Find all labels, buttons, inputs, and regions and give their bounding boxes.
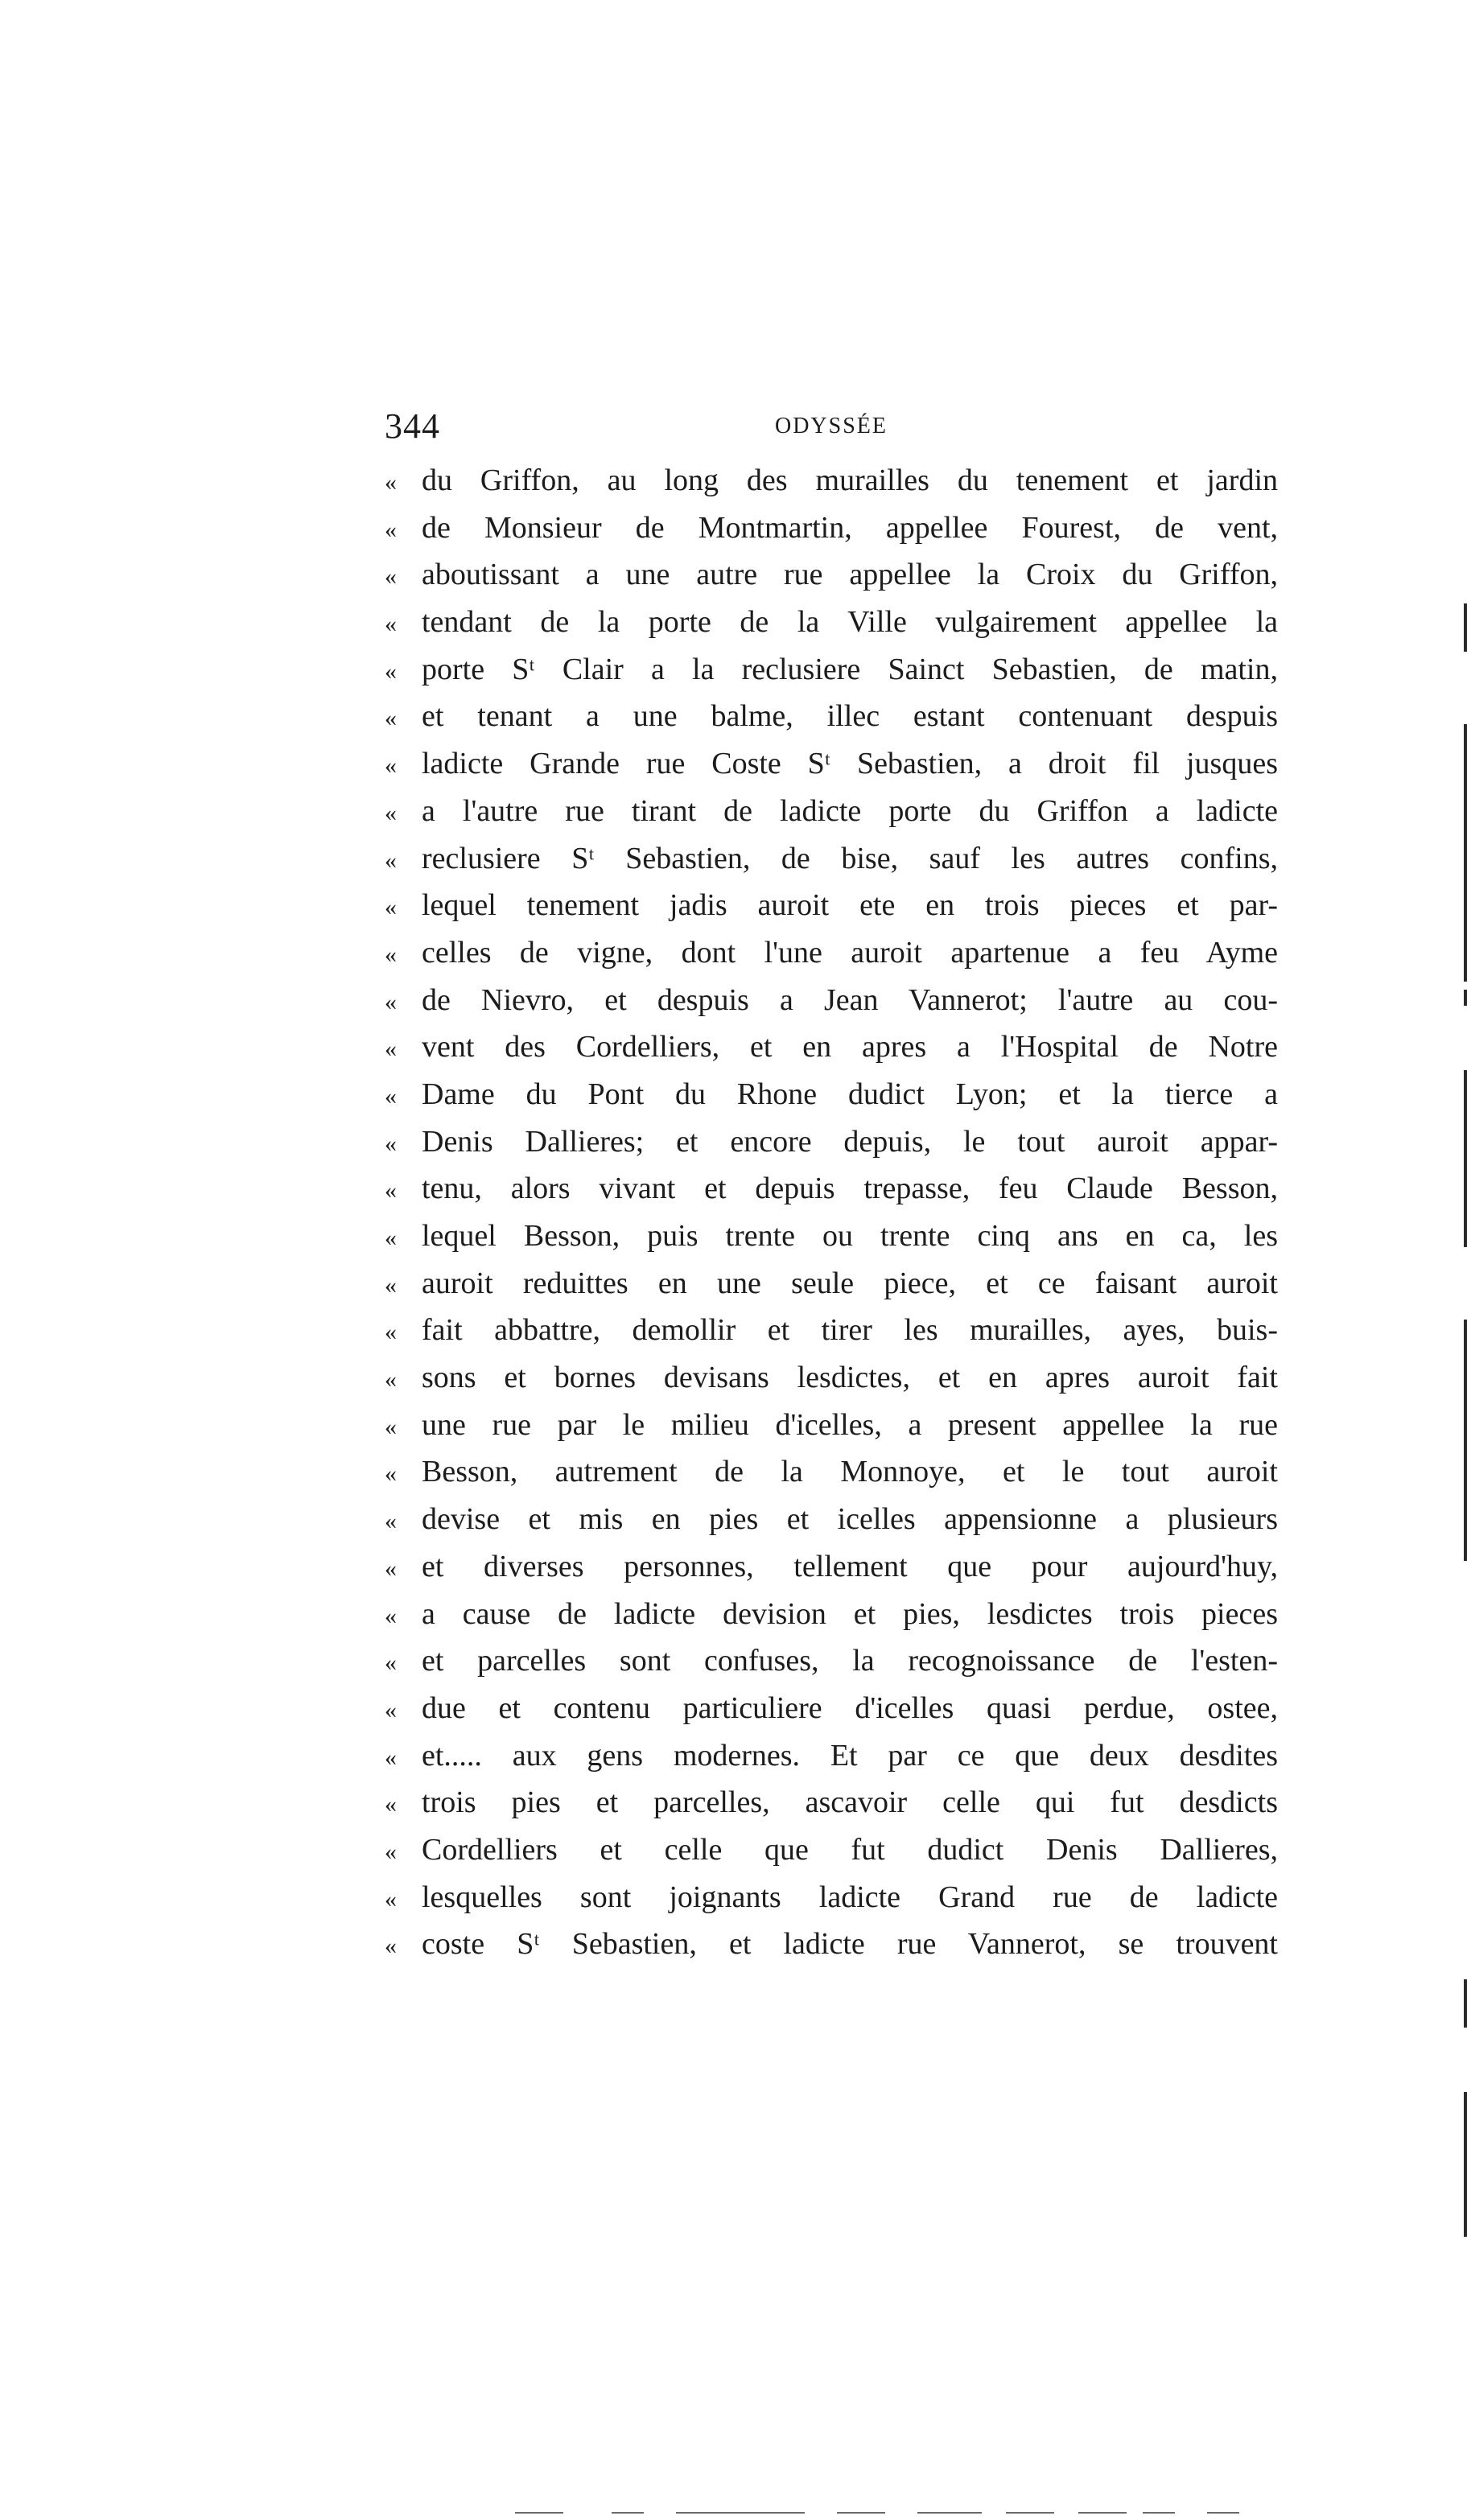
line-text: due et contenu particuliere d'icelles quasi perdue, ostee, xyxy=(422,1690,1278,1725)
text-line xyxy=(385,1071,1278,1118)
quote-mark: « xyxy=(385,1554,397,1582)
quote-mark: « xyxy=(385,846,397,874)
quote-mark: « xyxy=(385,894,397,921)
text-line xyxy=(385,1496,1278,1543)
quote-mark: « xyxy=(385,1649,397,1677)
text-line xyxy=(385,1591,1278,1638)
text-line xyxy=(385,788,1278,835)
quote-mark: « xyxy=(385,611,397,638)
quote-mark: « xyxy=(385,516,397,543)
text-line xyxy=(385,1448,1278,1496)
text-line xyxy=(385,1921,1278,1968)
line-text: lequel Besson, puis trente ou trente cinq ans en ca, les xyxy=(422,1219,1278,1253)
line-text: devise et mis en pies et icelles appensionne a plusieurs xyxy=(422,1502,1278,1537)
quote-mark: « xyxy=(385,563,397,591)
quote-mark: « xyxy=(385,1696,397,1723)
text-line xyxy=(385,1307,1278,1354)
running-head: ODYSSÉE xyxy=(774,414,888,439)
line-text: coste Sᵗ Sebastien, et ladicte rue Vannerot, se trouvent xyxy=(422,1927,1278,1962)
text-line xyxy=(385,977,1278,1024)
text-line xyxy=(385,1402,1278,1449)
quote-mark: « xyxy=(385,799,397,826)
quote-mark: « xyxy=(385,705,397,732)
scan-dash-mark xyxy=(676,2512,805,2514)
scan-dash-mark xyxy=(1006,2512,1054,2514)
text-line xyxy=(385,1685,1278,1732)
line-text: aboutissant a une autre rue appellee la Croix du Griffon, xyxy=(422,558,1278,592)
quote-mark: « xyxy=(385,1413,397,1440)
quote-mark: « xyxy=(385,1130,397,1157)
line-text: sons et bornes devisans lesdictes, et en apres auroit fait xyxy=(422,1361,1278,1395)
line-text: auroit reduittes en une seule piece, et ce faisant auroit xyxy=(422,1266,1278,1300)
line-text: et tenant a une balme, illec estant contenuant despuis xyxy=(422,699,1278,734)
quote-mark: « xyxy=(385,1838,397,1865)
line-text: lequel tenement jadis auroit ete en trois pieces et par- xyxy=(422,888,1278,923)
page-header xyxy=(385,402,1278,451)
text-line xyxy=(385,1118,1278,1166)
text-line xyxy=(385,1874,1278,1921)
text-line xyxy=(385,551,1278,599)
text-line xyxy=(385,693,1278,740)
quote-mark: « xyxy=(385,1885,397,1913)
scan-dash-mark xyxy=(1207,2512,1239,2514)
scan-dash-mark xyxy=(515,2512,563,2514)
quote-mark: « xyxy=(385,1933,397,1960)
text-line xyxy=(385,646,1278,694)
quote-mark: « xyxy=(385,1271,397,1299)
scan-dash-mark xyxy=(1143,2512,1175,2514)
text-line xyxy=(385,504,1278,552)
text-line xyxy=(385,1260,1278,1307)
line-text: vent des Cordelliers, et en apres a l'Hospital de Notre xyxy=(422,1030,1278,1064)
text-line xyxy=(385,740,1278,788)
page-edge-mark xyxy=(1464,603,1467,652)
page-number: 344 xyxy=(385,406,440,446)
quote-mark: « xyxy=(385,1508,397,1535)
body-text xyxy=(385,457,1278,1968)
line-text: de Monsieur de Montmartin, appellee Fourest, de vent, xyxy=(422,510,1278,545)
text-line xyxy=(385,1354,1278,1402)
quote-mark: « xyxy=(385,1460,397,1488)
line-text: tenu, alors vivant et depuis trepasse, feu Claude Besson, xyxy=(422,1171,1278,1206)
text-line xyxy=(385,1165,1278,1213)
quote-mark: « xyxy=(385,657,397,685)
line-text: et parcelles sont confuses, la recognoissance de l'esten- xyxy=(422,1644,1278,1678)
scan-dash-mark xyxy=(917,2512,982,2514)
line-text: a l'autre rue tirant de ladicte porte du Griffon a ladicte xyxy=(422,793,1278,828)
quote-mark: « xyxy=(385,1036,397,1063)
quote-mark: « xyxy=(385,1319,397,1346)
line-text: fait abbattre, demollir et tirer les murailles, ayes, buis- xyxy=(422,1313,1278,1348)
line-text: trois pies et parcelles, ascavoir celle qui fut desdicts xyxy=(422,1785,1278,1820)
scan-dash-mark xyxy=(612,2512,644,2514)
text-line xyxy=(385,599,1278,646)
line-text: tendant de la porte de la Ville vulgairement appellee la xyxy=(422,605,1278,640)
scan-dash-mark xyxy=(1078,2512,1127,2514)
line-text: Besson, autrement de la Monnoye, et le tout auroit xyxy=(422,1455,1278,1489)
line-text: lesquelles sont joignants ladicte Grand rue de ladicte xyxy=(422,1880,1278,1914)
line-text: reclusiere Sᵗ Sebastien, de bise, sauf les autres confins, xyxy=(422,841,1278,875)
line-text: et..... aux gens modernes. Et par ce que deux desdites xyxy=(422,1738,1278,1773)
line-text: Dame du Pont du Rhone dudict Lyon; et la tierce a xyxy=(422,1077,1278,1111)
page-edge-mark xyxy=(1464,724,1467,982)
text-line xyxy=(385,882,1278,929)
line-text: de Nievro, et despuis a Jean Vannerot; l'autre au cou- xyxy=(422,982,1278,1017)
line-text: celles de vigne, dont l'une auroit apartenue a feu Ayme xyxy=(422,935,1278,970)
line-text: ladicte Grande rue Coste Sᵗ Sebastien, a droit fil jusques xyxy=(422,747,1278,781)
quote-mark: « xyxy=(385,1225,397,1251)
line-text: porte Sᵗ Clair a la reclusiere Sainct Sebastien, de matin, xyxy=(422,652,1278,686)
page-edge-mark xyxy=(1464,990,1467,1006)
text-line xyxy=(385,835,1278,883)
line-text: Denis Dallieres; et encore depuis, le tout auroit appar- xyxy=(422,1124,1278,1159)
text-line xyxy=(385,457,1278,504)
quote-mark: « xyxy=(385,988,397,1015)
quote-mark: « xyxy=(385,752,397,780)
text-line xyxy=(385,1732,1278,1780)
page-edge-mark xyxy=(1464,1979,1467,2028)
text-line xyxy=(385,929,1278,977)
text-line xyxy=(385,1023,1278,1071)
page-edge-mark xyxy=(1464,1070,1467,1247)
text-line xyxy=(385,1779,1278,1826)
quote-mark: « xyxy=(385,941,397,968)
quote-mark: « xyxy=(385,1602,397,1629)
quote-mark: « xyxy=(385,1366,397,1394)
text-line xyxy=(385,1213,1278,1260)
line-text: et diverses personnes, tellement que pour aujourd'huy, xyxy=(422,1549,1278,1583)
line-text: a cause de ladicte devision et pies, lesdictes trois pieces xyxy=(422,1596,1278,1631)
line-text: une rue par le milieu d'icelles, a present appellee la rue xyxy=(422,1407,1278,1442)
line-text: du Griffon, au long des murailles du tenement et jardin xyxy=(422,463,1278,497)
quote-mark: « xyxy=(385,1791,397,1818)
quote-mark: « xyxy=(385,469,397,496)
quote-mark: « xyxy=(385,1744,397,1771)
text-line xyxy=(385,1543,1278,1591)
text-line xyxy=(385,1826,1278,1874)
page-edge-mark xyxy=(1464,2092,1467,2237)
line-text: Cordelliers et celle que fut dudict Denis Dallieres, xyxy=(422,1832,1278,1867)
scan-dash-mark xyxy=(837,2512,885,2514)
quote-mark: « xyxy=(385,1177,397,1204)
quote-mark: « xyxy=(385,1082,397,1110)
text-line xyxy=(385,1637,1278,1685)
page-edge-mark xyxy=(1464,1320,1467,1561)
